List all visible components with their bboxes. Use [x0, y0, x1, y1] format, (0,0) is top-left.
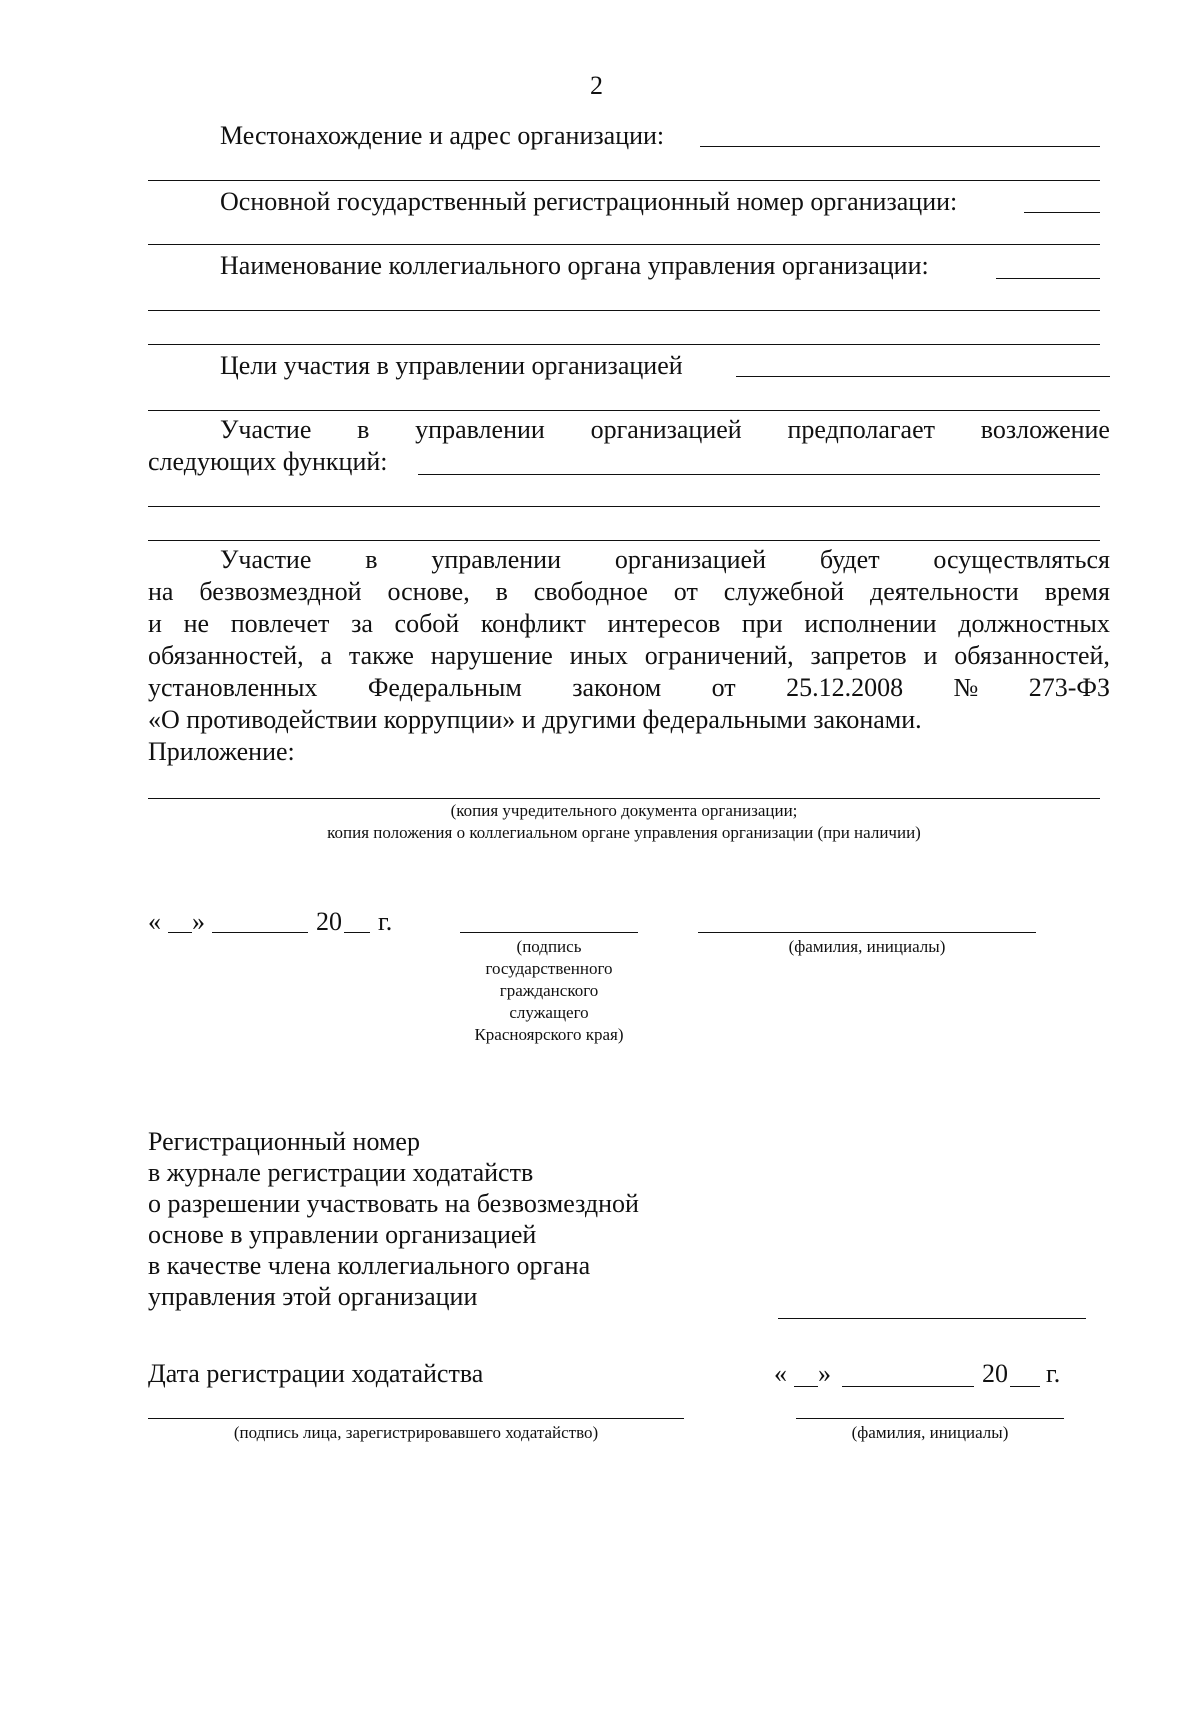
- functions-word: Участие: [220, 415, 312, 444]
- statement-word: служебной: [723, 577, 845, 606]
- ogrn-label: Основной государственный регистрационный номер организации:: [220, 187, 958, 216]
- signature-day-input[interactable]: [168, 932, 192, 933]
- signature-caption-line: гражданского: [499, 981, 599, 1000]
- registrar-signature-line[interactable]: [148, 1418, 684, 1419]
- name-caption: (фамилия, инициалы): [788, 937, 946, 956]
- statement-word: №: [953, 673, 979, 702]
- signature-caption-line: Красноярского края): [474, 1025, 624, 1044]
- statement-word: обязанностей,: [954, 641, 1110, 670]
- statement-word: нарушение: [430, 641, 553, 670]
- statement-word: будет: [819, 545, 880, 574]
- statement-word: 273-ФЗ: [1028, 673, 1110, 702]
- signature-caption-line: (подпись: [516, 937, 582, 956]
- collegial-body-input-line[interactable]: [996, 278, 1100, 279]
- functions-word: управлении: [415, 415, 545, 444]
- functions-line-1: [220, 414, 1110, 446]
- registration-date-close-quote: »: [818, 1359, 831, 1388]
- registration-label-line: в качестве члена коллегиального органа: [148, 1251, 591, 1280]
- statement-word: а: [320, 641, 333, 670]
- statement-word: осуществляться: [933, 545, 1110, 574]
- statement-word: исполнении: [804, 609, 937, 638]
- appendix-caption-2: копия положения о коллегиальном органе управления организации (при наличии): [327, 823, 921, 842]
- page-number: 2: [590, 71, 603, 100]
- statement-word: интересов: [607, 609, 721, 638]
- statement-word: и: [923, 641, 938, 670]
- location-input-line[interactable]: [700, 146, 1100, 147]
- statement-word: также: [348, 641, 414, 670]
- signature-date-close-quote: »: [192, 907, 205, 936]
- registration-month-input[interactable]: [842, 1386, 974, 1387]
- signature-year-prefix: 20: [316, 907, 342, 936]
- statement-word: должностных: [958, 609, 1110, 638]
- registrar-name-line[interactable]: [796, 1418, 1064, 1419]
- statement-word: ограничений,: [644, 641, 794, 670]
- statement-word: законом: [572, 673, 662, 702]
- statement-word: установленных: [148, 673, 318, 702]
- functions-input-line-3[interactable]: [148, 540, 1100, 541]
- collegial-body-input-line-2[interactable]: [148, 310, 1100, 311]
- signature-caption-line: служащего: [509, 1003, 589, 1022]
- functions-word: возложение: [980, 415, 1110, 444]
- statement-word: управлении: [431, 545, 562, 574]
- signature-year-input[interactable]: [344, 932, 370, 933]
- statement-word: деятельности: [869, 577, 1019, 606]
- statement-line-5: [148, 672, 1110, 704]
- functions-input-line-2[interactable]: [148, 506, 1100, 507]
- statement-line-3: [148, 608, 1110, 640]
- collegial-body-input-line-3[interactable]: [148, 344, 1100, 345]
- statement-word: на: [148, 577, 174, 606]
- registrar-signature-caption: (подпись лица, зарегистрировавшего ходатайство): [233, 1423, 599, 1442]
- goals-label: Цели участия в управлении организацией: [220, 351, 683, 380]
- signature-caption-line: государственного: [485, 959, 613, 978]
- statement-word: в: [495, 577, 508, 606]
- statement-word: не: [183, 609, 210, 638]
- statement-line-6: «О противодействии коррупции» и другими федеральными законами.: [148, 705, 922, 734]
- appendix-label: Приложение:: [148, 737, 295, 766]
- functions-word: предполагает: [787, 415, 935, 444]
- statement-word: безвозмездной: [199, 577, 362, 606]
- statement-word: в: [365, 545, 378, 574]
- signature-month-input[interactable]: [212, 932, 308, 933]
- registration-label-line: в журнале регистрации ходатайств: [148, 1158, 534, 1187]
- statement-word: собой: [394, 609, 460, 638]
- registration-date-open-quote: «: [774, 1359, 787, 1388]
- signature-caption: [444, 936, 654, 1046]
- registration-year-prefix: 20: [982, 1359, 1008, 1388]
- statement-word: Участие: [220, 545, 312, 574]
- statement-word: основе,: [387, 577, 470, 606]
- statement-line-2: [148, 576, 1110, 608]
- statement-word: и: [148, 609, 162, 638]
- registration-day-input[interactable]: [794, 1386, 818, 1387]
- statement-word: от: [711, 673, 736, 702]
- registration-number-input[interactable]: [778, 1318, 1086, 1319]
- statement-word: повлечет: [230, 609, 330, 638]
- registration-date-label: Дата регистрации ходатайства: [148, 1359, 484, 1388]
- registration-label-line: основе в управлении организацией: [148, 1220, 537, 1249]
- statement-word: запретов: [810, 641, 907, 670]
- statement-word: от: [673, 577, 698, 606]
- registration-label-line: о разрешении участвовать на безвозмездной: [148, 1189, 639, 1218]
- functions-word: в: [357, 415, 370, 444]
- goals-input-line-2[interactable]: [148, 410, 1100, 411]
- statement-word: конфликт: [480, 609, 586, 638]
- statement-word: за: [351, 609, 373, 638]
- statement-word: свободное: [533, 577, 648, 606]
- goals-input-line[interactable]: [736, 376, 1110, 377]
- collegial-body-label: Наименование коллегиального органа управления организации:: [220, 251, 929, 280]
- statement-word: организацией: [614, 545, 766, 574]
- registration-number-label: [148, 1126, 639, 1312]
- appendix-caption-1: (копия учредительного документа организации;: [450, 801, 798, 820]
- functions-input-line[interactable]: [418, 474, 1100, 475]
- functions-label: следующих функций:: [148, 447, 388, 476]
- name-line[interactable]: [698, 932, 1036, 933]
- statement-word: время: [1044, 577, 1110, 606]
- location-label: Местонахождение и адрес организации:: [220, 121, 665, 150]
- location-input-line-2[interactable]: [148, 180, 1100, 181]
- registration-year-input[interactable]: [1010, 1386, 1040, 1387]
- registrar-name-caption: (фамилия, инициалы): [851, 1423, 1009, 1442]
- registration-label-line: Регистрационный номер: [148, 1127, 420, 1156]
- ogrn-input-line-2[interactable]: [148, 244, 1100, 245]
- ogrn-input-line[interactable]: [1024, 212, 1100, 213]
- signature-line[interactable]: [460, 932, 638, 933]
- signature-year-suffix: г.: [378, 907, 393, 936]
- statement-line-4: [148, 640, 1110, 672]
- appendix-input-line[interactable]: [148, 798, 1100, 799]
- statement-word: при: [741, 609, 783, 638]
- statement-line-1: [220, 544, 1110, 576]
- statement-word: обязанностей,: [148, 641, 304, 670]
- statement-word: 25.12.2008: [786, 673, 904, 702]
- functions-word: организацией: [590, 415, 742, 444]
- registration-year-suffix: г.: [1046, 1359, 1061, 1388]
- statement-word: иных: [569, 641, 628, 670]
- signature-date-open-quote: «: [148, 907, 161, 936]
- registration-label-line: управления этой организации: [148, 1282, 478, 1311]
- statement-word: Федеральным: [367, 673, 522, 702]
